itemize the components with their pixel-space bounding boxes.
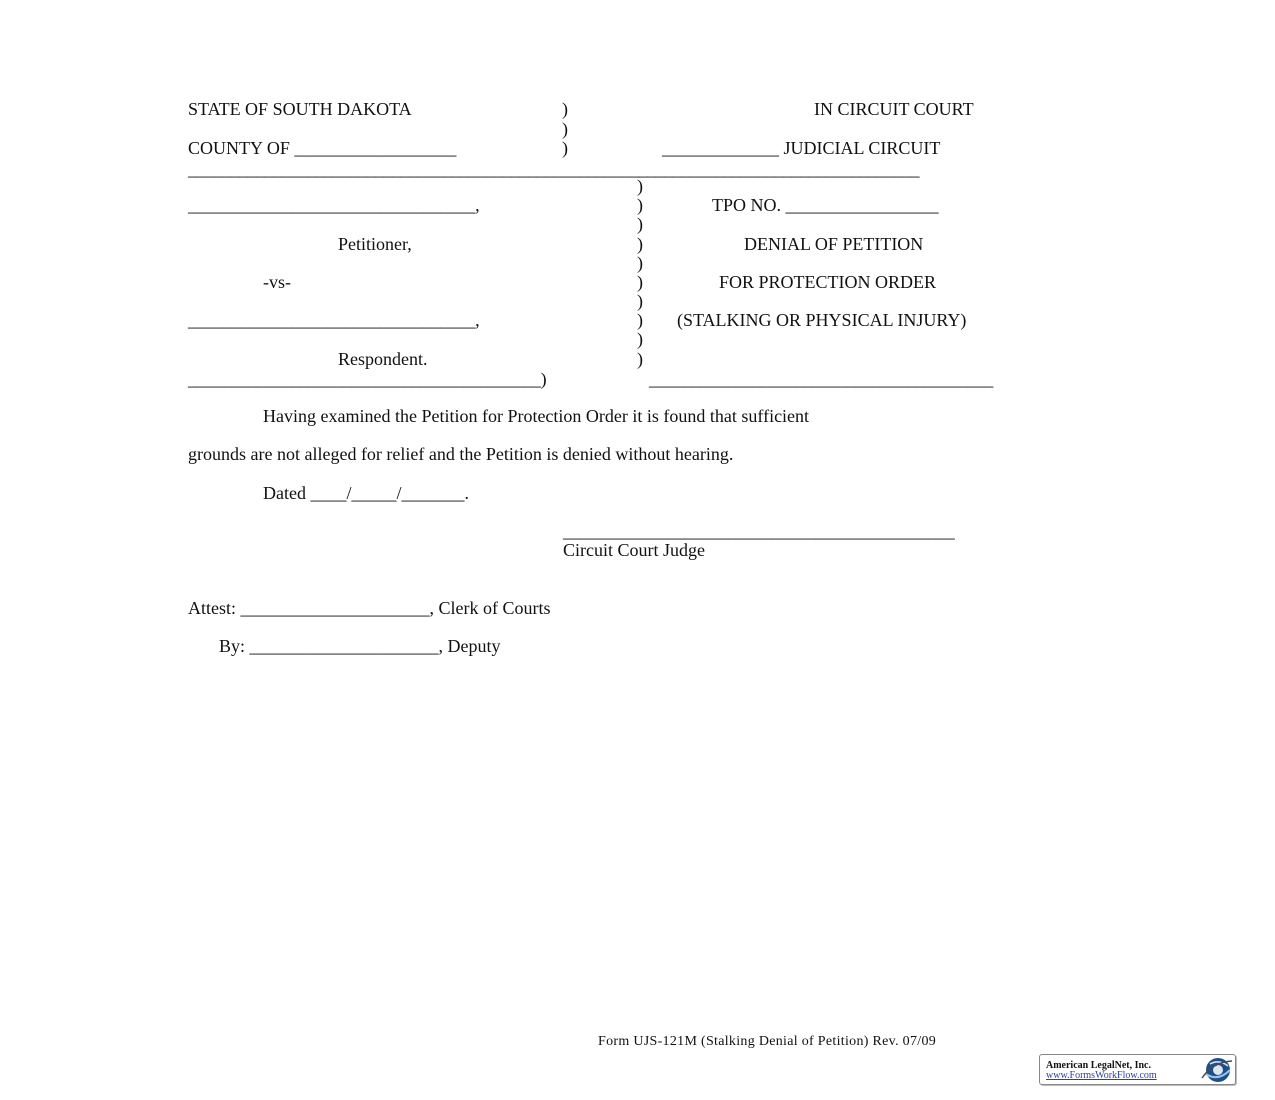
petitioner-name-line: _________________________________, <box>188 195 480 215</box>
caption-rule-bottom-right: ________________________________________ <box>649 369 994 389</box>
attest-clerk-line: Attest: _____________________, Clerk of Courts <box>188 598 551 618</box>
caption-paren: ) <box>637 272 643 292</box>
caption-paren: ) <box>637 329 643 349</box>
caption-paren: ) <box>562 99 568 119</box>
tpo-number-field: TPO NO. _________________ <box>712 195 939 215</box>
document-title-line3: (STALKING OR PHYSICAL INJURY) <box>677 310 967 330</box>
judge-signature-line: _____________________________________________ <box>563 521 955 541</box>
globe-logo-icon <box>1199 1056 1233 1083</box>
caption-paren: ) <box>637 349 643 369</box>
caption-paren: ) <box>637 310 643 330</box>
court-heading: IN CIRCUIT COURT <box>814 99 974 119</box>
publisher-badge[interactable] <box>1039 1054 1236 1085</box>
respondent-label: Respondent. <box>338 349 428 369</box>
petitioner-label: Petitioner, <box>338 234 412 254</box>
caption-paren: ) <box>637 176 643 196</box>
respondent-name-line: _________________________________, <box>188 310 480 330</box>
judge-signature-label: Circuit Court Judge <box>563 540 705 560</box>
document-title-line1: DENIAL OF PETITION <box>744 234 924 254</box>
finding-paragraph-line1: Having examined the Petition for Protection Order it is found that sufficient <box>263 406 810 426</box>
caption-paren: ) <box>637 253 643 273</box>
form-identifier: Form UJS-121M (Stalking Denial of Petition) Rev. 07/09 <box>598 1034 937 1049</box>
state-heading: STATE OF SOUTH DAKOTA <box>188 99 412 119</box>
county-field: COUNTY OF __________________ <box>188 138 457 158</box>
publisher-link[interactable]: www.FormsWorkFlow.com <box>1046 1070 1157 1081</box>
caption-paren: ) <box>637 291 643 311</box>
attest-deputy-line: By: _____________________, Deputy <box>219 636 501 656</box>
caption-paren: ) <box>637 214 643 234</box>
caption-paren: ) <box>562 138 568 158</box>
caption-paren: ) <box>637 195 643 215</box>
document-title-line2: FOR PROTECTION ORDER <box>719 272 937 292</box>
judicial-circuit-field: _____________ JUDICIAL CIRCUIT <box>662 138 941 158</box>
caption-rule-top: ______________________________________________________________________________________ <box>188 159 919 179</box>
caption-paren: ) <box>562 119 568 139</box>
caption-rule-bottom-left: _________________________________________) <box>188 369 547 389</box>
dated-field: Dated ____/_____/_______. <box>263 483 469 503</box>
versus-label: -vs- <box>263 272 291 292</box>
publisher-name: American LegalNet, Inc. <box>1046 1060 1151 1071</box>
finding-paragraph-line2: grounds are not alleged for relief and the Petition is denied without hearing. <box>188 444 734 464</box>
caption-paren: ) <box>637 234 643 254</box>
